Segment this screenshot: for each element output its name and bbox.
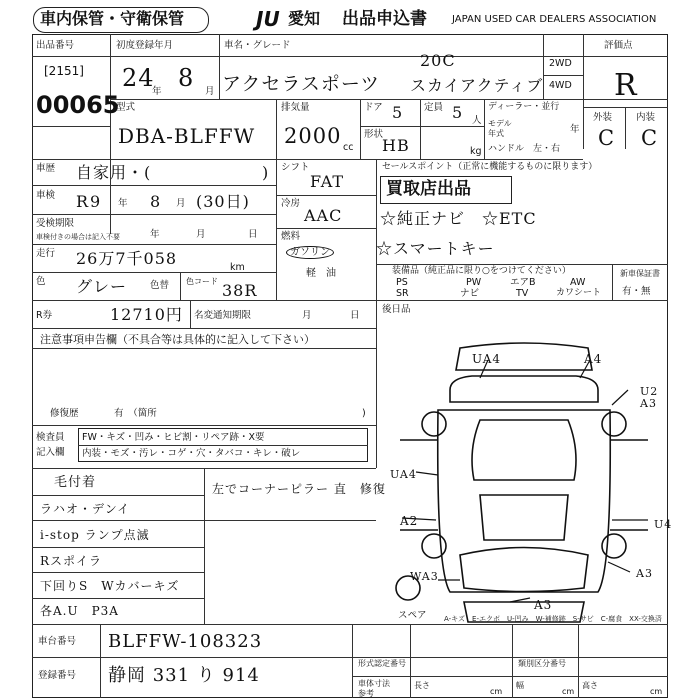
- mark-right-mid: U4: [654, 518, 673, 531]
- inspection-day: (30日): [196, 192, 250, 211]
- displacement-value: 2000: [284, 124, 342, 148]
- remarks-label: 注意事項申告欄（不具合等は具体的に記入して下さい）: [40, 333, 315, 346]
- shift-value: FAT: [310, 172, 345, 191]
- width-unit: cm: [562, 687, 575, 696]
- notice-label: 名変通知期限: [194, 310, 252, 321]
- inspection-due-y: 年: [150, 229, 160, 240]
- height-unit: cm: [650, 687, 663, 696]
- capacity-unit: 人: [472, 115, 482, 126]
- equip-pw: PW: [466, 277, 482, 288]
- repair-label: 修復歴: [50, 408, 79, 419]
- equip-sr: SR: [396, 288, 409, 299]
- shape-label: 形状: [364, 129, 384, 140]
- mileage-value: 26万7千058: [76, 249, 178, 268]
- buyer-stamp-text: 買取店出品: [386, 179, 471, 199]
- inspector-label: 検査員: [36, 432, 65, 443]
- car-grade: スカイアクティブ: [410, 76, 544, 95]
- warranty-label: 新車保証書: [620, 269, 660, 278]
- selling-point-2: ☆スマートキー: [376, 239, 495, 258]
- grade-top: 20C: [420, 51, 456, 70]
- first-reg-month: 8: [178, 64, 195, 92]
- mark-front-right: A4: [584, 352, 603, 366]
- notes-label: 記入欄: [36, 447, 65, 458]
- ref-label: 参考: [358, 689, 374, 698]
- selling-point-1: ☆純正ナビ ☆ETC: [380, 209, 537, 228]
- inspection-m: 月: [176, 198, 186, 209]
- notice-m: 月: [302, 310, 312, 321]
- aircon-value: AAC: [304, 206, 343, 225]
- fuel-label: 燃料: [281, 231, 301, 242]
- shape-value: HB: [382, 136, 410, 155]
- width-label: 幅: [516, 681, 524, 690]
- dealer-year-unit: 年: [570, 124, 580, 135]
- mileage-unit: km: [230, 262, 245, 273]
- equip-leather: カワシート: [556, 288, 602, 298]
- color-code: 38R: [222, 281, 258, 300]
- inspector-row2: 内装・モズ・汚レ・コゲ・穴・タバコ・キレ・破レ: [82, 448, 301, 459]
- aircon-label: 冷房: [281, 198, 301, 209]
- eval-ext-label: 外装: [593, 112, 613, 123]
- inspection-due-label: 受検期限: [36, 218, 75, 229]
- doors-label: ドア: [364, 102, 383, 113]
- first-reg-year: 24: [122, 64, 155, 92]
- mileage-label: 走行: [36, 248, 56, 259]
- eval-int: C: [641, 126, 659, 150]
- history-close: ): [262, 163, 270, 182]
- mark-front-left: UA4: [472, 352, 502, 366]
- color-code-label: 色コード: [186, 277, 218, 286]
- cert-label: 形式認定番号: [358, 659, 406, 668]
- association-name: JAPAN USED CAR DEALERS ASSOCIATION: [452, 14, 657, 25]
- note-6: 各A.U P3A: [40, 604, 119, 618]
- first-reg-label: 初度登録年月: [116, 40, 174, 51]
- inspection-year: 9: [90, 192, 102, 211]
- displacement-unit: cc: [343, 142, 354, 153]
- first-reg-month-unit: 月: [205, 86, 215, 97]
- mark-rear: A3: [534, 598, 553, 612]
- equip-tv: TV: [516, 288, 529, 299]
- note-2: ラハオ・デンイ: [40, 502, 131, 516]
- notice-d: 日: [350, 310, 360, 321]
- length-label: 長さ: [414, 681, 430, 690]
- inspection-due-note: 車検付きの場合は記入不要: [36, 233, 120, 241]
- inspection-month: 8: [150, 192, 162, 211]
- height-label: 高さ: [582, 681, 598, 690]
- equip-airbag: エアB: [510, 277, 536, 288]
- mark-left-mid: UA4: [390, 468, 417, 481]
- inspection-y: 年: [118, 198, 128, 209]
- lot-number: 00065: [36, 91, 120, 119]
- lot-label: 出品番号: [36, 40, 75, 51]
- first-reg-year-unit: 年: [152, 86, 162, 97]
- region-name: 愛知: [288, 9, 321, 28]
- length-unit: cm: [490, 687, 503, 696]
- equipment-label: 装備品（純正品に限り○をつけてください）: [392, 266, 571, 276]
- repair-value: 有 （箇所: [114, 408, 157, 419]
- inspector-row1: FW・キズ・凹み・ヒビ割・リペア跡・X要: [82, 432, 265, 443]
- drive-2wd: 2WD: [549, 58, 572, 69]
- capacity-value: 5: [452, 103, 464, 122]
- inspection-due-m: 月: [196, 229, 206, 240]
- mark-right-top-2: A3: [640, 397, 657, 410]
- spare-label: スペア: [398, 610, 427, 621]
- chassis-label: 車台番号: [38, 636, 77, 647]
- dealer-year: 年式: [488, 129, 504, 138]
- storage-badge-text: 車内保管・守衛保管: [40, 9, 185, 28]
- model-value: DBA-BLFFW: [118, 124, 256, 148]
- displacement-label: 排気量: [281, 102, 310, 113]
- fuel-diesel: 軽 油: [306, 268, 336, 279]
- rear-seat-label: 後日品: [382, 304, 411, 315]
- ju-logo: JU: [256, 7, 280, 31]
- lot-bracket-no: [2151]: [44, 64, 84, 78]
- registration-value: 静岡 331 り 914: [108, 665, 260, 686]
- note-right: 左でコーナーピラー 直 修復: [212, 482, 386, 496]
- eval-int-label: 内装: [636, 112, 656, 123]
- chassis-value: BLFFW-108323: [108, 631, 263, 652]
- selling-points-label: セールスポイント（正常に機能するものに限ります）: [382, 162, 598, 172]
- drive-4wd: 4WD: [549, 80, 572, 91]
- recycle-label: R券: [36, 310, 53, 321]
- history-value: 自家用・(: [76, 163, 152, 182]
- mark-right-top-1: U2: [640, 385, 659, 398]
- body-label: 車体寸法: [358, 679, 390, 688]
- color-label: 色: [36, 276, 46, 287]
- handle: ハンドル 左・右: [488, 144, 561, 154]
- eval-label: 評価点: [604, 40, 633, 51]
- equip-aw: AW: [570, 277, 586, 288]
- inspection-era: R: [76, 192, 90, 211]
- inspection-due-d: 日: [248, 229, 258, 240]
- color-value: グレー: [76, 277, 128, 296]
- eval-score: R: [614, 68, 638, 103]
- eval-ext: C: [598, 126, 616, 150]
- mark-left-lower: A2: [400, 514, 419, 528]
- dealer-model: モデル: [488, 119, 512, 128]
- note-1: 毛付着: [54, 475, 97, 490]
- registration-label: 登録番号: [38, 670, 77, 681]
- note-4: Rスポイラ: [40, 554, 103, 568]
- form-title: 出品申込書: [342, 9, 427, 29]
- mark-right-bottom: A3: [636, 567, 653, 580]
- shift-label: シフト: [281, 162, 310, 173]
- history-label: 車歴: [36, 163, 56, 174]
- repair-close: ): [362, 408, 366, 419]
- inspection-label: 車検: [36, 190, 56, 201]
- capacity-label: 定員: [424, 102, 444, 113]
- model-label: 型式: [116, 102, 136, 113]
- mark-left-bottom: WA3: [410, 570, 439, 583]
- fuel-gas: ガソリン: [286, 246, 334, 259]
- color-change-label: 色替: [150, 280, 170, 291]
- equip-ps: PS: [396, 277, 408, 288]
- note-3: i-stop ランプ点滅: [40, 528, 150, 542]
- note-5: 下回りS Wカバーキズ: [40, 579, 180, 593]
- car-name-label: 車名・グレード: [224, 40, 291, 51]
- warranty-opts: 有・無: [622, 286, 651, 297]
- equip-navi: ナビ: [460, 288, 480, 299]
- doors-value: 5: [392, 103, 404, 122]
- recycle-value: 12710円: [110, 305, 183, 324]
- diagram-legend: A-キズ E-エクボ U-凹み W-補修跡 S-サビ C-腐食 XX-交換済: [444, 615, 662, 623]
- dealer-label: ディーラー・並行: [488, 102, 560, 112]
- class-label: 類別区分番号: [518, 659, 566, 668]
- car-name: アクセラスポーツ: [222, 73, 381, 95]
- load-label-unit: kg: [470, 146, 482, 157]
